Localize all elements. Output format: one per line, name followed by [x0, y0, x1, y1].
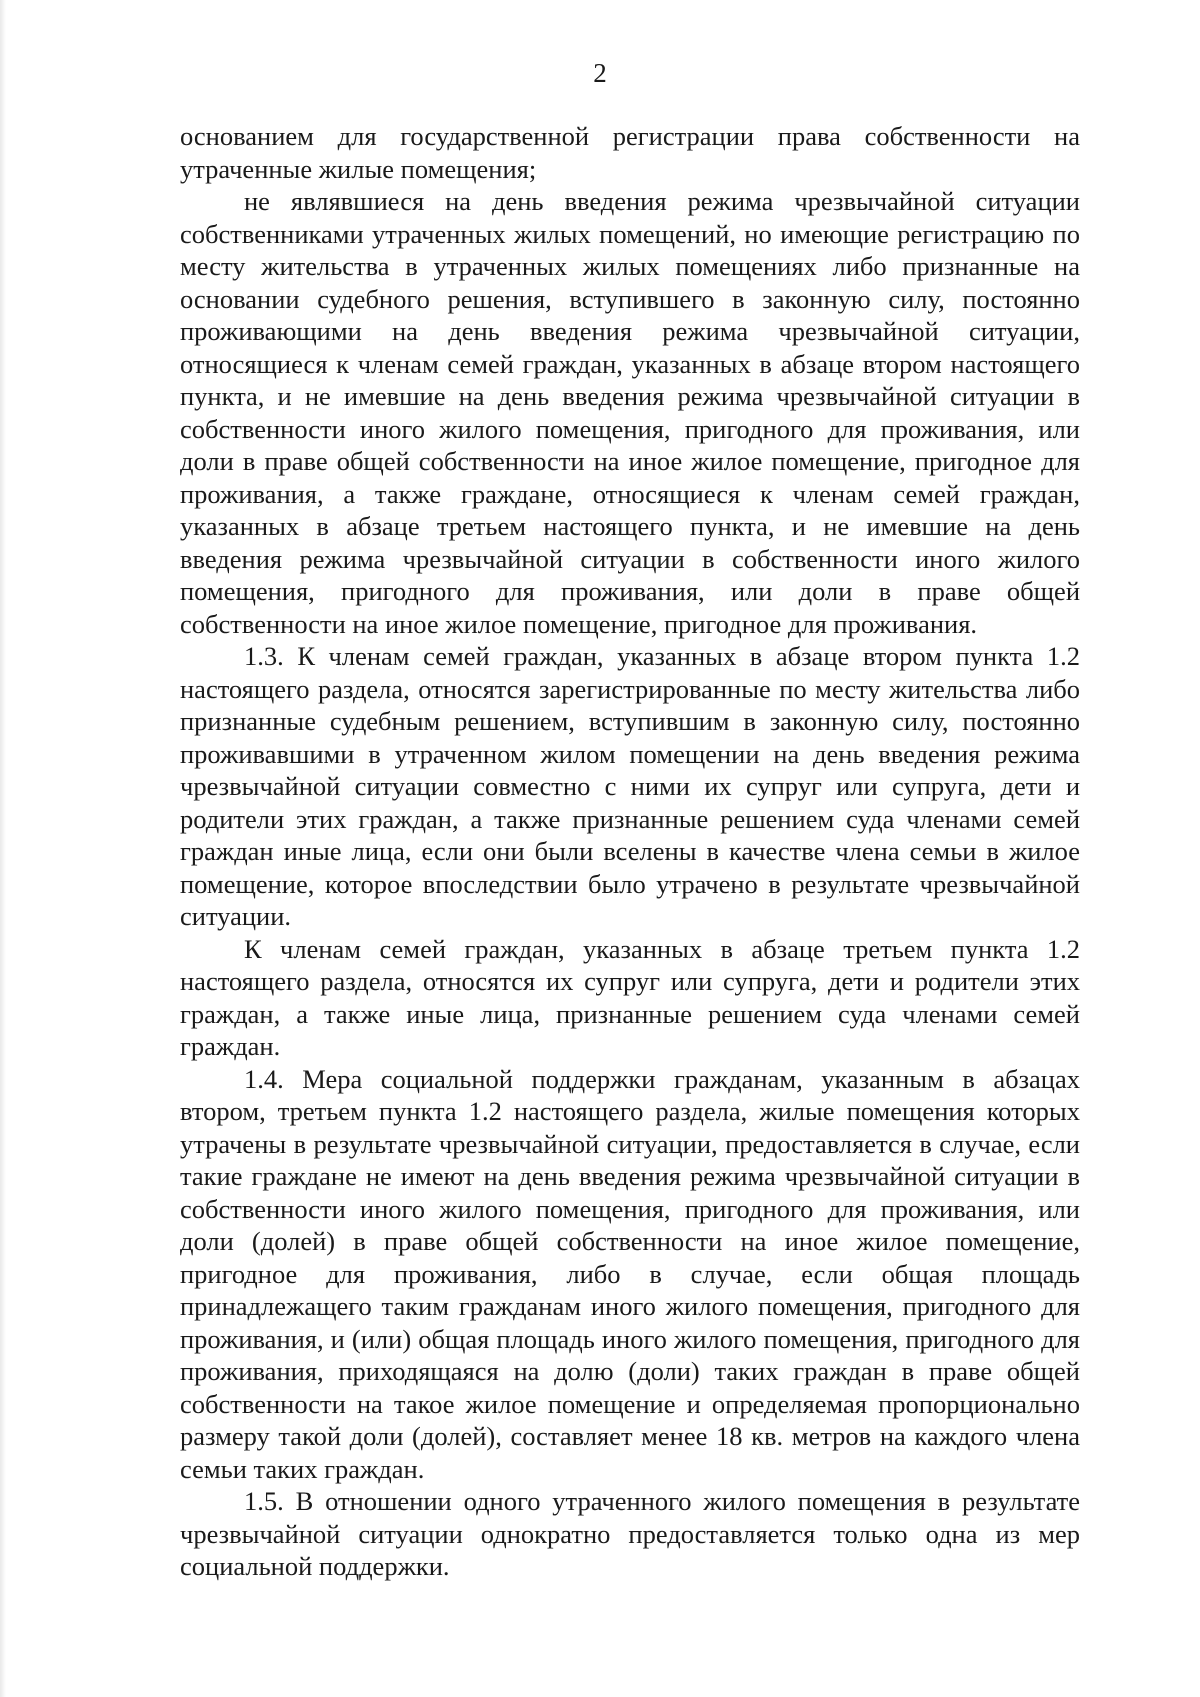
paragraph-1-4: 1.4. Мера социальной поддержки гражданам, указанным в абзацах втором, третьем пункта 1.2 настоящего раздела, жилые помещения которых утрачены в результате чрезвычайной ситуации, предоставляется в случае, если такие граждане не имеют на день введения режима чрезвычайной ситуации в собственности иного жилого помещения, пригодного для проживания, или доли (долей) в праве общей собственности на иное жилое помещение, пригодное для проживания, либо в случае, если общая площадь принадлежащего таким гражданам иного жилого помещения, пригодного для проживания, и (или) общая площадь иного жилого помещения, пригодного для проживания, приходящаяся на долю (доли) таких граждан в праве общей собственности на такое жилое помещение и определяемая пропорционально размеру такой доли (долей), составляет менее 18 кв. метров на каждого члена семьи таких граждан.	[180, 1063, 1080, 1484]
scan-edge	[0, 0, 6, 1697]
paragraph-non-owners: не являвшиеся на день введения режима чрезвычайной ситуации собственниками утраченных жилых помещений, но имеющие регистрацию по месту жительства в утраченных жилых помещениях либо признанные на основании судебного решения, вступившего в законную силу, постоянно проживающими на день введения режима чрезвычайной ситуации, относящиеся к членам семей граждан, указанных в абзаце втором настоящего пункта, и не имевшие на день введения режима чрезвычайной ситуации в собственности иного жилого помещения, пригодного для проживания, или доли в праве общей собственности на иное жилое помещение, пригодное для проживания, а также граждане, относящиеся к членам семей граждан, указанных в абзаце третьем настоящего пункта, и не имевшие на день введения режима чрезвычайной ситуации в собственности иного жилого помещения, пригодного для проживания, или доли в праве общей собственности на иное жилое помещение, пригодное для проживания.	[180, 186, 1080, 639]
paragraph-family-members: К членам семей граждан, указанных в абзаце третьем пункта 1.2 настоящего раздела, относятся их супруг или супруга, дети и родители этих граждан, а также иные лица, признанные решением суда членами семей граждан.	[180, 933, 1080, 1061]
page-number: 2	[593, 58, 607, 88]
document-body	[180, 120, 1080, 1583]
paragraph-1-5: 1.5. В отношении одного утраченного жилого помещения в результате чрезвычайной ситуации однократно предоставляется только одна из мер социальной поддержки.	[180, 1486, 1080, 1581]
paragraph-continuation: основанием для государственной регистрации права собственности на утраченные жилые помещения;	[180, 121, 1080, 184]
paragraph-1-3: 1.3. К членам семей граждан, указанных в абзаце втором пункта 1.2 настоящего раздела, относятся зарегистрированные по месту жительства либо признанные судебным решением, вступившим в законную силу, постоянно проживавшими в утраченном жилом помещении на день введения режима чрезвычайной ситуации совместно с ними их супруг или супруга, дети и родители этих граждан, а также признанные решением суда членами семей граждан иные лица, если они были вселены в качестве члена семьи в жилое помещение, которое впоследствии было утрачено в результате чрезвычайной ситуации.	[180, 641, 1080, 931]
